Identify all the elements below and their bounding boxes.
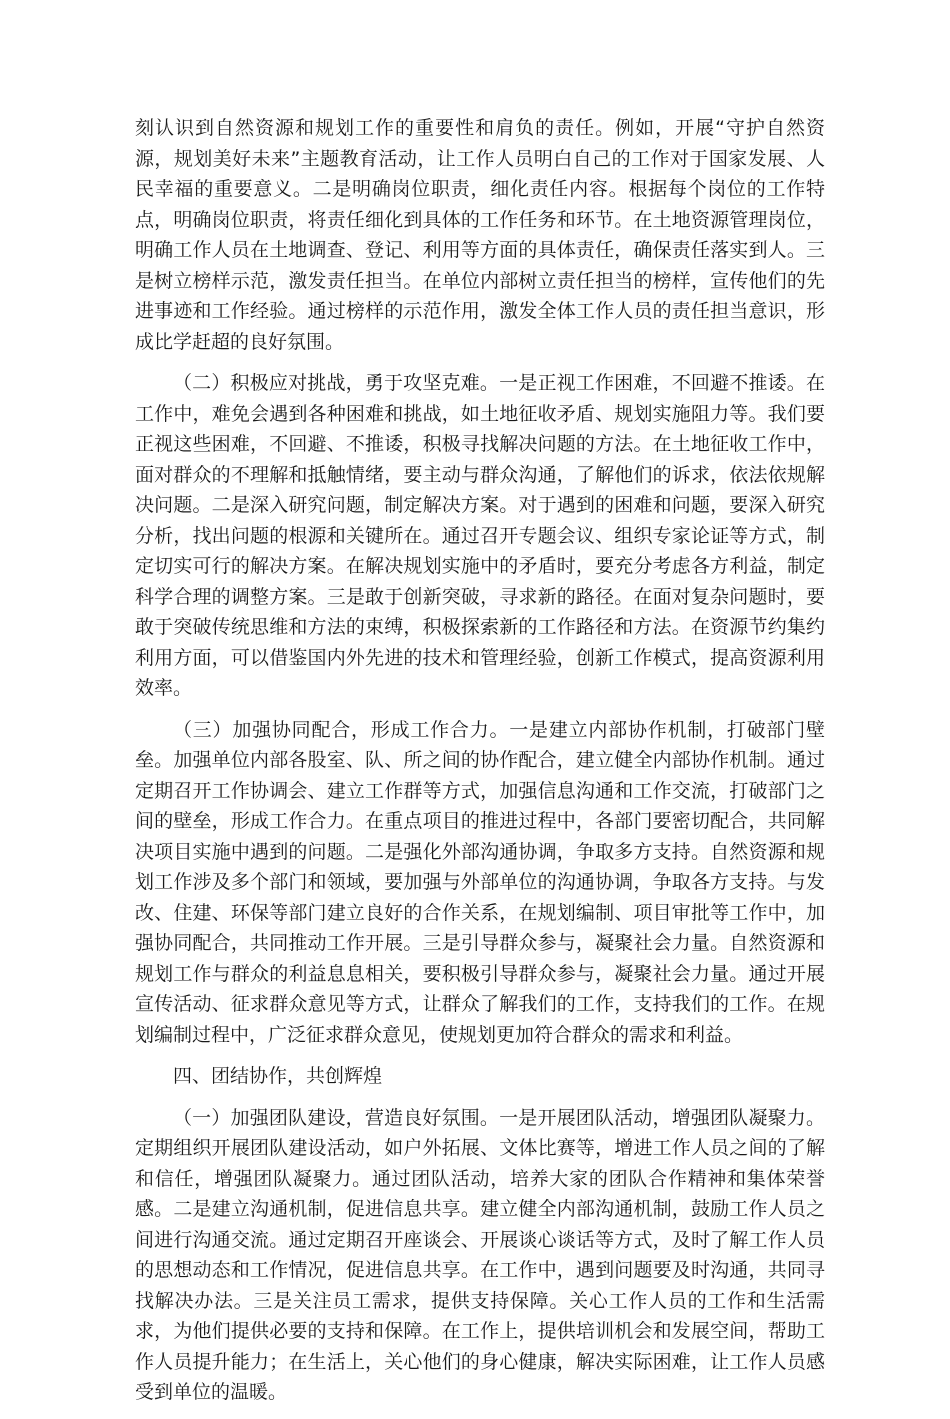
paragraph-continuation: 刻认识到自然资源和规划工作的重要性和肩负的责任。例如，开展“守护自然资源，规划美好未来”主题教育活动，让工作人员明白自己的工作对于国家发展、人民幸福的重要意义。二是明确岗位职责，细化责任内容。根据每个岗位的工作特点，明确岗位职责，将责任细化到具体的工作任务和环节。在土地资源管理岗位，明确工作人员在土地调查、登记、利用等方面的具体责任，确保责任落实到人。三是树立榜样示范，激发责任担当。在单位内部树立责任担当的榜样，宣传他们的先进事迹和工作经验。通过榜样的示范作用，激发全体工作人员的责任担当意识，形成比学赶超的良好氛围。 bbox=[135, 117, 825, 353]
paragraph-section-4-1: （一）加强团队建设，营造良好氛围。一是开展团队活动，增强团队凝聚力。定期组织开展团队建设活动，如户外拓展、文体比赛等，增进工作人员之间的了解和信任，增强团队凝聚力。通过团队活动，培养大家的团队合作精神和集体荣誉感。二是建立沟通机制，促进信息共享。建立健全内部沟通机制，鼓励工作人员之间进行沟通交流。通过定期召开座谈会、开展谈心谈话等方式，及时了解工作人员的思想动态和工作情况，促进信息共享。在工作中，遇到问题要及时沟通，共同寻找解决办法。三是关注员工需求，提供支持保障。关心工作人员的工作和生活需求，为他们提供必要的支持和保障。在工作上，提供培训机会和发展空间，帮助工作人员提升能力；在生活上，关心他们的身心健康，解决实际困难，让工作人员感受到单位的温暖。 bbox=[135, 1106, 825, 1403]
paragraph-section-2: （二）积极应对挑战，勇于攻坚克难。一是正视工作困难，不回避不推诿。在工作中，难免会遇到各种困难和挑战，如土地征收矛盾、规划实施阻力等。我们要正视这些困难，不回避、不推诿，积极寻找解决问题的方法。在土地征收工作中，面对群众的不理解和抵触情绪，要主动与群众沟通，了解他们的诉求，依法依规解决问题。二是深入研究问题，制定解决方案。对于遇到的困难和问题，要深入研究分析，找出问题的根源和关键所在。通过召开专题会议、组织专家论证等方式，制定切实可行的解决方案。在解决规划实施中的矛盾时，要充分考虑各方利益，制定科学合理的调整方案。三是敢于创新突破，寻求新的路径。在面对复杂问题时，要敢于突破传统思维和方法的束缚，积极探索新的工作路径和方法。在资源节约集约利用方面，可以借鉴国内外先进的技术和管理经验，创新工作模式，提高资源利用效率。 bbox=[135, 372, 825, 699]
section-heading-4: 四、团结协作，共创辉煌 bbox=[173, 1065, 383, 1087]
document-page bbox=[135, 113, 825, 1419]
paragraph-section-3: （三）加强协同配合，形成工作合力。一是建立内部协作机制，打破部门壁垒。加强单位内部各股室、队、所之间的协作配合，建立健全内部协作机制。通过定期召开工作协调会、建立工作群等方式，加强信息沟通和工作交流，打破部门之间的壁垒，形成工作合力。在重点项目的推进过程中，各部门要密切配合，共同解决项目实施中遇到的问题。二是强化外部沟通协调，争取多方支持。自然资源和规划工作涉及多个部门和领域，要加强与外部单位的沟通协调，争取各方支持。与发改、住建、环保等部门建立良好的合作关系，在规划编制、项目审批等工作中，加强协同配合，共同推动工作开展。三是引导群众参与，凝聚社会力量。自然资源和规划工作与群众的利益息息相关，要积极引导群众参与，凝聚社会力量。通过开展宣传活动、征求群众意见等方式，让群众了解我们的工作，支持我们的工作。在规划编制过程中，广泛征求群众意见，使规划更加符合群众的需求和利益。 bbox=[135, 718, 825, 1046]
